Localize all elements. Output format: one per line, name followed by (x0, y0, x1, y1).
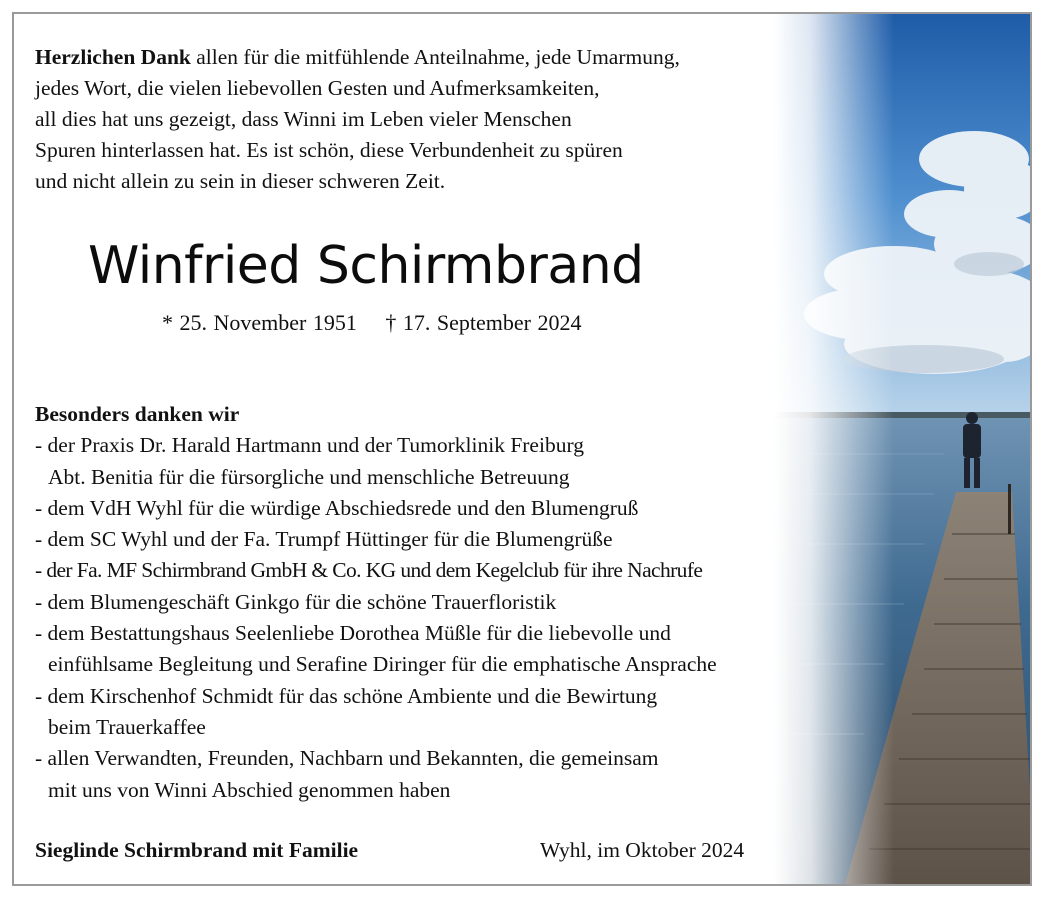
footer (35, 838, 785, 863)
thanks-line: - allen Verwandten, Freunden, Nachbarn und Bekannten, die gemeinsam (35, 746, 659, 771)
life-dates (162, 310, 581, 336)
birth-date: * 25. November 1951 (162, 310, 357, 335)
thanks-line: - dem Bestattungshaus Seelenliebe Dorothea Müßle für die liebevolle und (35, 621, 671, 646)
intro-line-1 (35, 42, 815, 73)
deceased-name: Winfried Schirmbrand (88, 236, 644, 296)
place-date: Wyhl, im Oktober 2024 (540, 838, 745, 862)
thanks-line: Abt. Benitia für die fürsorgliche und menschliche Betreuung (48, 464, 570, 489)
intro-line-4: Spuren hinterlassen hat. Es ist schön, diese Verbundenheit zu spüren (35, 138, 623, 162)
intro-line-1-text: allen für die mitfühlende Anteilnahme, jede Umarmung, (190, 45, 680, 69)
thanks-line: beim Trauerkaffee (48, 714, 206, 739)
intro-paragraph (35, 42, 815, 197)
death-date: † 17. September 2024 (385, 310, 582, 335)
intro-lead: Herzlichen Dank (35, 45, 191, 69)
obituary-card (12, 12, 1032, 886)
thanks-line: einfühlsame Begleitung und Serafine Diringer für die emphatische Ansprache (48, 652, 717, 677)
intro-line-5: und nicht allein zu sein in dieser schweren Zeit. (35, 169, 446, 193)
thanks-line: - dem Kirschenhof Schmidt für das schöne Ambiente und die Bewirtung (35, 683, 658, 708)
thanks-heading: Besonders danken wir (35, 402, 240, 426)
thanks-line: - der Praxis Dr. Harald Hartmann und der Tumorklinik Freiburg (35, 433, 584, 458)
intro-line-2: jedes Wort, die vielen liebevollen Gesten und Aufmerksamkeiten, (35, 76, 600, 100)
thanks-section (35, 399, 835, 806)
thanks-line: - der Fa. MF Schirmbrand GmbH & Co. KG und dem Kegelclub für ihre Nachrufe (35, 558, 703, 583)
thanks-line: - dem VdH Wyhl für die würdige Abschiedsrede und den Blumengruß (35, 495, 639, 520)
intro-line-3: all dies hat uns gezeigt, dass Winni im Leben vieler Menschen (35, 107, 572, 131)
thanks-line: - dem Blumengeschäft Ginkgo für die schöne Trauerfloristik (35, 589, 557, 614)
thanks-line: mit uns von Winni Abschied genommen haben (48, 777, 451, 802)
thanks-line: - dem SC Wyhl und der Fa. Trumpf Hüttinger für die Blumengrüße (35, 527, 613, 552)
thanks-list (35, 430, 835, 806)
signature: Sieglinde Schirmbrand mit Familie (35, 838, 359, 862)
